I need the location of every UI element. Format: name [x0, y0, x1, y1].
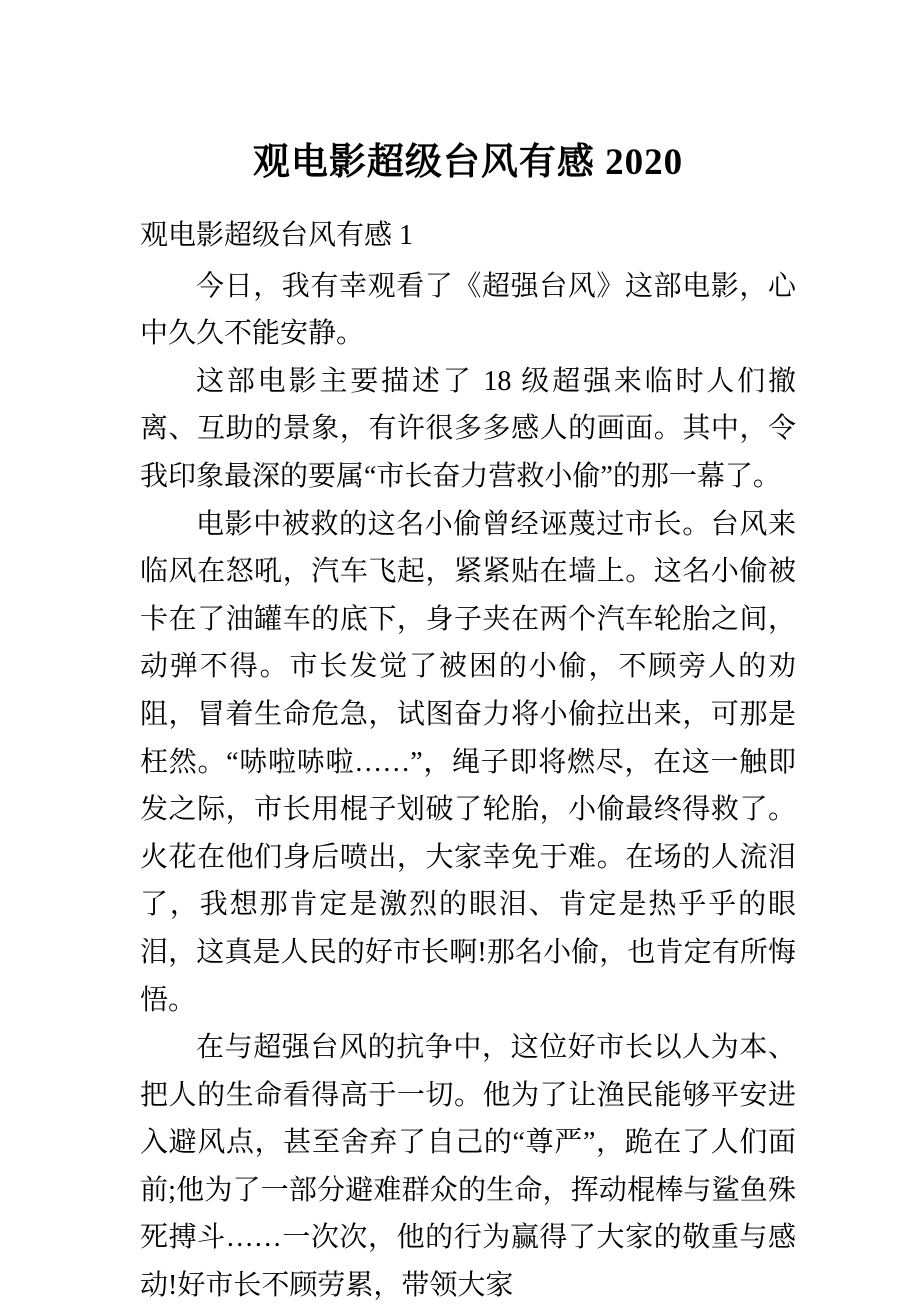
document-body [140, 212, 796, 1310]
paragraph-subtitle: 观电影超级台风有感 1 [140, 220, 414, 251]
paragraph: 电影中被救的这名小偷曾经诬蔑过市长。台风来临风在怒吼，汽车飞起，紧紧贴在墙上。这名小偷被卡在了油罐车的底下，身子夹在两个汽车轮胎之间，动弹不得。市长发觉了被困的小偷，不顾旁人的劝阻，冒着生命危急，试图奋力将小偷拉出来，可那是枉然。“哧啦哧啦……”，绳子即将燃尽，在这一触即发之际，市长用棍子划破了轮胎，小偷最终得救了。火花在他们身后喷出，大家幸免于难。在场的人流泪了，我想那肯定是激烈的眼泪、肯定是热乎乎的眼泪，这真是人民的好市长啊!那名小偷，也肯定有所悔悟。 [140, 508, 796, 1016]
document-title: 观电影超级台风有感 2020 [252, 142, 684, 183]
paragraph: 这部电影主要描述了 18 级超强来临时人们撤离、互助的景象，有许很多多感人的画面。其中，令我印象最深的要属“市长奋力营救小偷”的那一幕了。 [140, 365, 796, 492]
paragraph: 今日，我有幸观看了《超强台风》这部电影，心中久久不能安静。 [140, 270, 796, 350]
paragraph: 在与超强台风的抗争中，这位好市长以人为本、把人的生命看得高于一切。他为了让渔民能够平安进入避风点，甚至舍弃了自己的“尊严”，跪在了人们面前;他为了一部分避难群众的生命，挥动棍棒与鲨鱼殊死搏斗……一次次，他的行为赢得了大家的敬重与感动!好市长不顾劳累，带领大家 [140, 1032, 796, 1302]
